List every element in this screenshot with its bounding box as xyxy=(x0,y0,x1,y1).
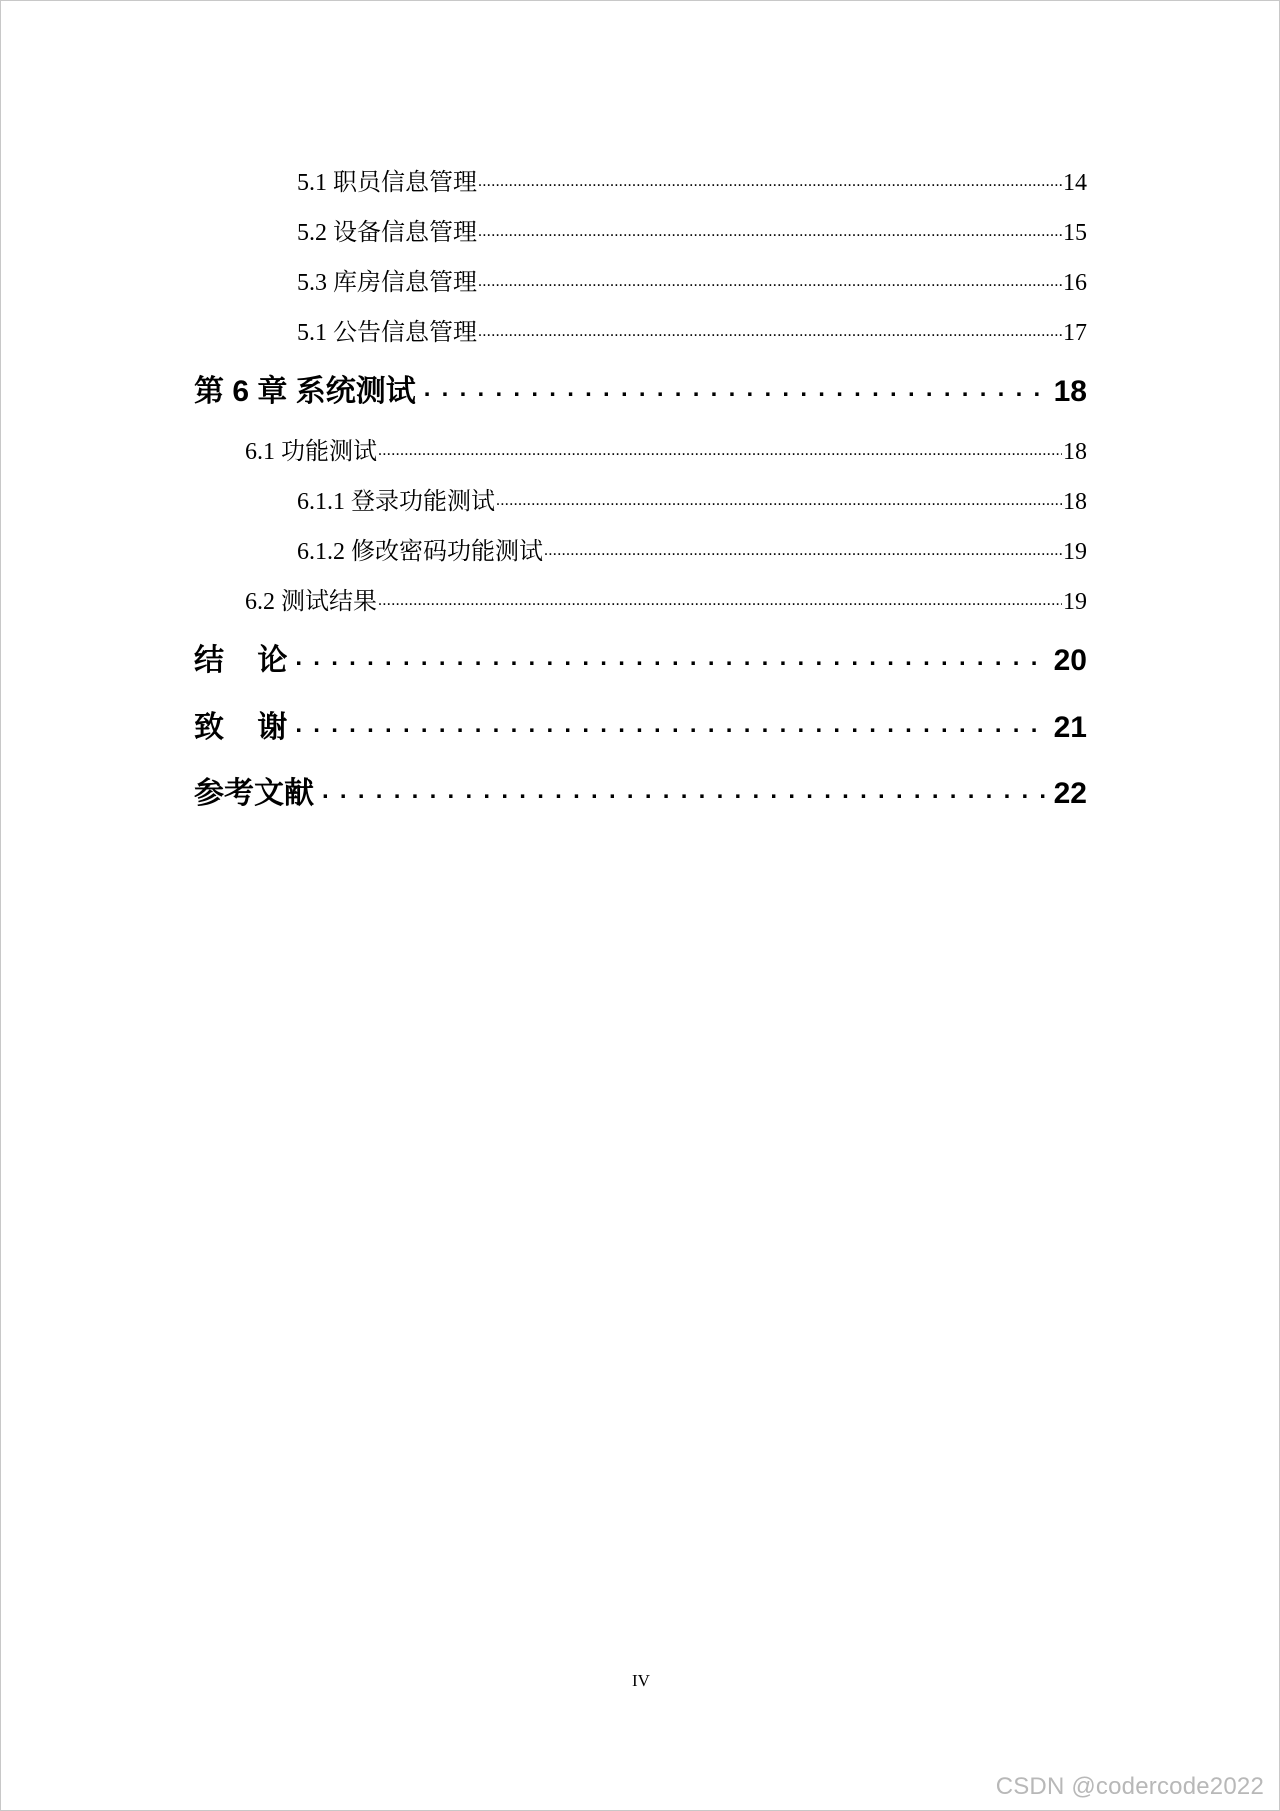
dot-leader xyxy=(544,535,1062,559)
toc-entry-label: 结 论 xyxy=(194,644,288,677)
toc-entry-page: 16 xyxy=(1063,270,1087,296)
dot-leader xyxy=(478,316,1062,340)
dot-leader xyxy=(478,216,1062,240)
toc-entry-label: 参考文献 xyxy=(194,777,314,810)
toc-entry-acknowledgements[interactable] xyxy=(194,707,1087,747)
toc-entry-6-1-1-login-test[interactable] xyxy=(297,485,1087,515)
toc-entry-page: 22 xyxy=(1053,777,1087,810)
dot-leader xyxy=(496,485,1062,509)
toc-entry-6-1-function-test[interactable] xyxy=(245,435,1087,465)
toc-entry-label: 6.1.1 登录功能测试 xyxy=(297,489,495,515)
toc-entry-5-2-equipment[interactable] xyxy=(297,216,1087,246)
toc-entry-label: 致 谢 xyxy=(194,711,288,744)
toc-entry-chapter-6[interactable] xyxy=(194,371,1087,411)
dot-leader xyxy=(295,707,1045,737)
dot-leader xyxy=(295,640,1045,670)
dot-leader xyxy=(424,371,1046,401)
toc-entry-label: 5.1 职员信息管理 xyxy=(297,170,477,196)
toc-entry-page: 18 xyxy=(1053,375,1087,408)
watermark: CSDN @codercode2022 xyxy=(995,1773,1264,1800)
toc-entry-5-3-warehouse[interactable] xyxy=(297,266,1087,296)
toc-entry-5-1-notice[interactable] xyxy=(297,316,1087,346)
toc-entry-5-1-staff[interactable] xyxy=(297,166,1087,196)
toc-entry-conclusion[interactable] xyxy=(194,640,1087,680)
toc-entry-page: 20 xyxy=(1053,644,1087,677)
page-number: IV xyxy=(632,1671,650,1690)
toc-entry-6-1-2-password-test[interactable] xyxy=(297,535,1087,565)
toc-entry-page: 17 xyxy=(1063,320,1087,346)
toc-entry-page: 18 xyxy=(1063,439,1087,465)
toc-entry-references[interactable] xyxy=(194,773,1087,813)
toc-entry-page: 18 xyxy=(1063,489,1087,515)
toc-entry-label: 第 6 章 系统测试 xyxy=(194,375,416,408)
dot-leader xyxy=(478,166,1062,190)
toc-entry-label: 6.1 功能测试 xyxy=(245,439,377,465)
toc-entry-label: 5.3 库房信息管理 xyxy=(297,270,477,296)
dot-leader xyxy=(322,773,1046,803)
toc-entry-label: 6.2 测试结果 xyxy=(245,589,377,615)
toc-entry-page: 21 xyxy=(1053,711,1087,744)
toc-entry-6-2-test-results[interactable] xyxy=(245,585,1087,615)
dot-leader xyxy=(378,585,1062,609)
toc-entry-page: 19 xyxy=(1063,539,1087,565)
toc-entry-page: 19 xyxy=(1063,589,1087,615)
toc-entry-page: 14 xyxy=(1063,170,1087,196)
toc-entry-label: 5.2 设备信息管理 xyxy=(297,220,477,246)
dot-leader xyxy=(378,435,1062,459)
toc-entry-label: 6.1.2 修改密码功能测试 xyxy=(297,539,543,565)
dot-leader xyxy=(478,266,1062,290)
toc-entry-label: 5.1 公告信息管理 xyxy=(297,320,477,346)
toc-entry-page: 15 xyxy=(1063,220,1087,246)
